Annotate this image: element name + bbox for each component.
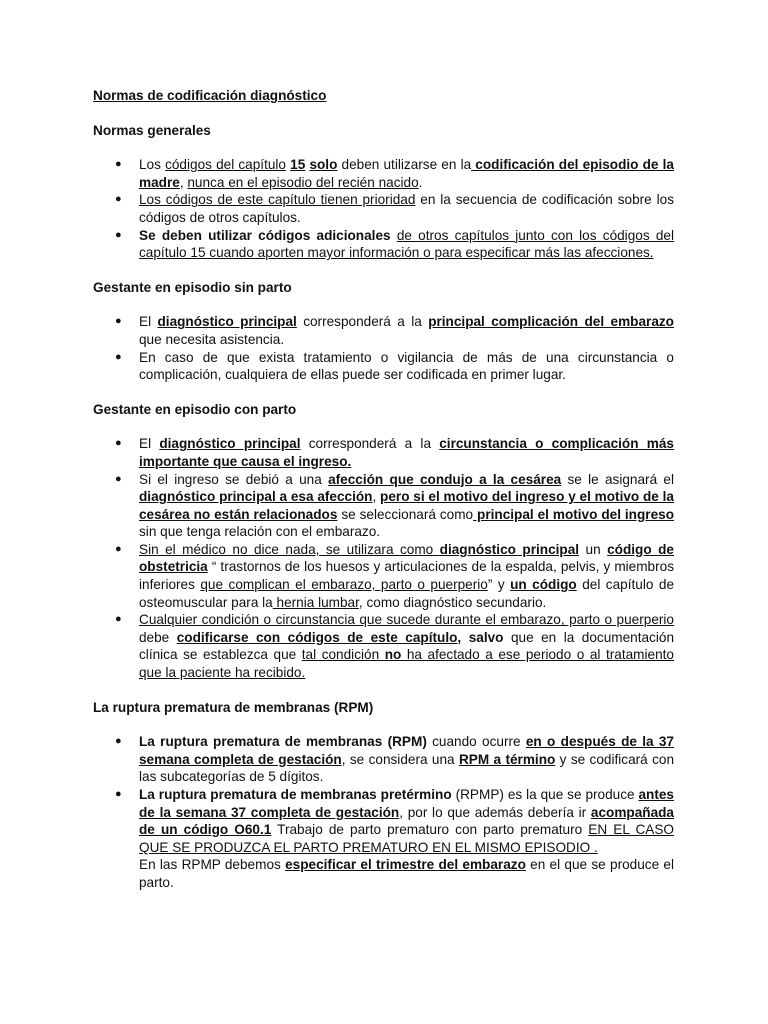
text-run: y se codificará con las subcategorías de 5 dígitos. bbox=[139, 751, 674, 785]
text-run: en el que se produce el parto. bbox=[139, 857, 675, 890]
bullet-item bbox=[93, 786, 674, 892]
text-run: acompañada de un código O60.1 bbox=[139, 804, 674, 838]
text-run: ” y bbox=[487, 577, 511, 593]
text-run: En caso de que exista tratamiento o vigilancia de más de una circunstancia o complicación, cualquiera de ellas puede ser codificada en primer lugar. bbox=[139, 349, 674, 383]
text-run: afección que condujo a la cesárea bbox=[328, 471, 562, 487]
bullet-item bbox=[93, 471, 674, 541]
text-run: sin que tenga relación con el embarazo. bbox=[139, 524, 381, 540]
text-run: del capítulo de osteomuscular para la bbox=[139, 577, 675, 610]
text-run: que complican el embarazo, parto o puerperio bbox=[200, 577, 488, 593]
text-run: codificación del episodio de la madre bbox=[139, 157, 674, 190]
section-heading-normas-generales: Normas generales bbox=[93, 122, 211, 138]
text-run: . bbox=[418, 174, 423, 190]
text-run: un código bbox=[510, 577, 577, 593]
bullet-item bbox=[93, 349, 674, 384]
text-run: RPM a término bbox=[458, 751, 556, 767]
text-run: salvo bbox=[468, 629, 504, 645]
text-run: Sin el médico no dice nada, se utilizara como bbox=[139, 541, 440, 557]
text-run: nunca en el episodio del recién nacido bbox=[187, 174, 419, 190]
text-run: se seleccionará como bbox=[337, 506, 474, 522]
text-run: diagnóstico principal bbox=[159, 436, 301, 452]
text-run: “ trastornos de los huesos y articulaciones de la espalda, pelvis, y miembros inferiores bbox=[139, 559, 674, 593]
bullet-list-normas-generales bbox=[93, 156, 674, 262]
text-run: un bbox=[579, 541, 608, 557]
text-run: , bbox=[372, 489, 381, 505]
text-run: Los bbox=[139, 157, 166, 173]
text-run: que necesita asistencia. bbox=[139, 331, 285, 347]
text-run: cuando ocurre bbox=[426, 734, 526, 750]
text-run: La ruptura prematura de membranas (RPM) bbox=[139, 734, 427, 750]
text-run: (RPMP) es la que se produce bbox=[451, 787, 639, 802]
bullet-item bbox=[93, 733, 674, 786]
text-run: debe bbox=[139, 629, 177, 645]
text-run: Cualquier condición o circunstancia que sucede durante el embarazo, parto o puerperio bbox=[139, 612, 674, 628]
text-run: circunstancia o complicación más importante que causa el ingreso. bbox=[139, 436, 674, 469]
text-run: que en la documentación clínica se establezca que bbox=[139, 629, 674, 663]
bullet-list-rpm bbox=[93, 733, 674, 891]
document-title: Normas de codificación diagnóstico bbox=[93, 88, 327, 103]
text-run: hernia lumbar bbox=[272, 594, 359, 610]
section-heading-sin-parto: Gestante en episodio sin parto bbox=[93, 279, 292, 295]
bullet-item bbox=[93, 191, 674, 226]
text-run: principal complicación del embarazo bbox=[428, 314, 674, 330]
text-run: deben utilizarse en la bbox=[337, 157, 472, 173]
text-run: Trabajo de parto prematuro con parto prematuro bbox=[271, 822, 589, 838]
text-run: se le asignará el bbox=[561, 471, 674, 487]
bullet-item-text bbox=[139, 786, 674, 856]
text-run: corresponderá a la bbox=[296, 314, 429, 330]
bullet-item bbox=[93, 313, 674, 348]
text-run: codificarse con códigos de este capítulo, bbox=[176, 629, 462, 645]
text-run: El bbox=[139, 436, 160, 452]
text-run: Si el ingreso se debió a una bbox=[139, 471, 329, 487]
text-run: en o después de la 37 semana completa de gestación bbox=[139, 734, 674, 767]
section-heading-rpm: La ruptura prematura de membranas (RPM) bbox=[93, 699, 374, 715]
text-run: diagnóstico principal a esa afección bbox=[139, 489, 373, 505]
text-run: principal el motivo del ingreso bbox=[473, 506, 674, 522]
text-run: , bbox=[179, 174, 188, 190]
bullet-item bbox=[93, 227, 674, 262]
text-run: , por lo que además debería ir bbox=[399, 804, 591, 820]
bullet-item-continuation bbox=[139, 856, 674, 891]
text-run: corresponderá a la bbox=[300, 436, 440, 452]
bullet-item bbox=[93, 541, 674, 611]
text-run: El bbox=[139, 314, 158, 330]
document-content bbox=[93, 87, 674, 909]
bullet-list-con-parto bbox=[93, 435, 674, 681]
text-run: diagnóstico principal bbox=[439, 541, 580, 557]
text-run: en la secuencia de codificación sobre los códigos de otros capítulos. bbox=[139, 192, 674, 225]
text-run: La ruptura prematura de membranas pretérmino bbox=[139, 787, 452, 802]
text-run: Los códigos de este capítulo tienen prioridad bbox=[139, 192, 416, 208]
text-run: antes de la semana 37 completa de gestación bbox=[139, 787, 674, 820]
text-run: pero si el motivo del ingreso y el motivo de la cesárea no están relacionados bbox=[139, 489, 674, 522]
text-run: ha afectado a ese periodo o al tratamiento que la paciente ha recibido. bbox=[139, 647, 674, 681]
text-run bbox=[461, 630, 469, 645]
text-run: de otros capítulos junto con los códigos del capítulo 15 cuando aporten mayor información o para especificar más las afecciones. bbox=[139, 227, 674, 261]
text-run: tal condición bbox=[301, 647, 385, 663]
text-run: 15 bbox=[290, 157, 306, 173]
bullet-list-sin-parto bbox=[93, 313, 674, 383]
text-run: , se considera una bbox=[341, 751, 459, 767]
text-run: no bbox=[384, 647, 402, 663]
bullet-item bbox=[93, 156, 674, 191]
text-run: códigos del capítulo bbox=[165, 157, 286, 173]
section-heading-con-parto: Gestante en episodio con parto bbox=[93, 401, 297, 417]
text-run: solo bbox=[309, 157, 338, 173]
text-run: , como diagnóstico secundario. bbox=[358, 594, 547, 610]
text-run: especificar el trimestre del embarazo bbox=[285, 857, 526, 873]
bullet-item bbox=[93, 611, 674, 681]
text-run: En las RPMP debemos bbox=[139, 857, 286, 873]
text-run: código de obstetricia bbox=[139, 541, 674, 575]
text-run: EN EL CASO QUE SE PRODUZCA EL PARTO PREMATURO EN EL MISMO EPISODIO . bbox=[139, 822, 674, 855]
text-run: diagnóstico principal bbox=[157, 314, 297, 330]
bullet-item bbox=[93, 435, 674, 470]
text-run: Se deben utilizar códigos adicionales bbox=[139, 227, 391, 243]
